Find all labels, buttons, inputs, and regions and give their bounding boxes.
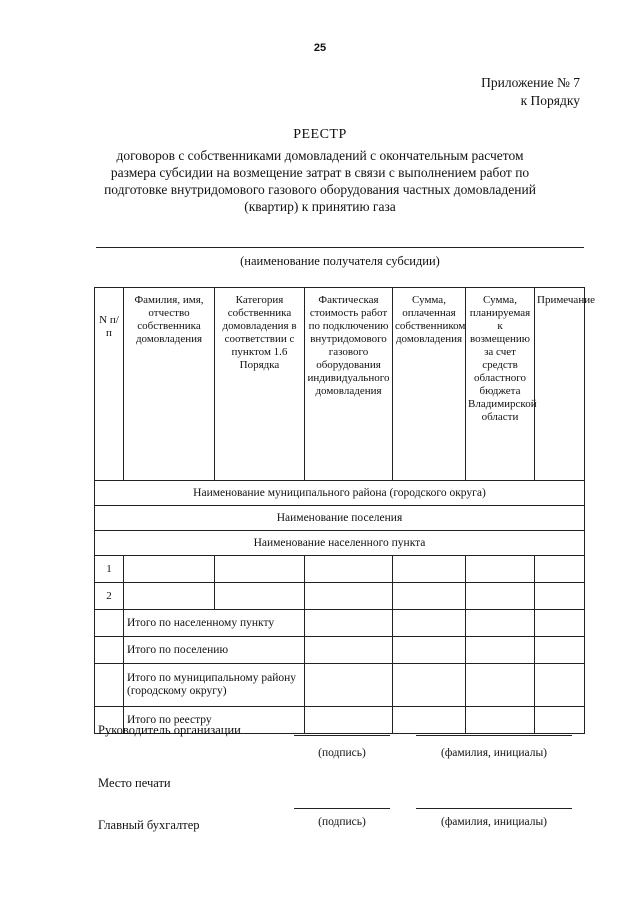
accountant-signature-caption: (подпись) — [318, 816, 366, 828]
recipient-name-line — [96, 247, 584, 248]
accountant-name-caption: (фамилия, инициалы) — [440, 816, 548, 828]
cell-note[interactable] — [535, 556, 585, 583]
header-paid-by-owner: Сумма, оплаченная собственником домовладения — [393, 288, 466, 481]
head-signature-caption: (подпись) — [318, 747, 366, 759]
head-name-caption: (фамилия, инициалы) — [440, 747, 548, 759]
total-row-settlement — [95, 637, 585, 664]
header-number: N п/п — [95, 288, 124, 481]
total-row-locality — [95, 610, 585, 637]
group-row-district — [95, 481, 585, 506]
appendix-note — [481, 74, 580, 110]
total-registry-label: Итого по реестру — [124, 707, 305, 734]
head-signature-line[interactable] — [294, 735, 390, 736]
appendix-line-2: к Порядку — [520, 93, 580, 108]
cell-planned-compensation[interactable] — [466, 583, 535, 610]
cell-paid-by-owner[interactable] — [393, 556, 466, 583]
chief-accountant-label: Главный бухгалтер — [98, 818, 200, 832]
accountant-name-line[interactable] — [416, 808, 572, 809]
table-header-row — [95, 288, 585, 481]
table-row — [95, 556, 585, 583]
cell-note[interactable] — [535, 583, 585, 610]
header-actual-cost: Фактическая стоимость работ по подключению внутридомового газового оборудования индивидуального домовладения — [305, 288, 393, 481]
row-number: 2 — [95, 583, 124, 610]
header-planned-compensation: Сумма, планируемая к возмещению за счет средств областного бюджета Владимирской области — [466, 288, 535, 481]
registry-table — [94, 287, 595, 734]
appendix-line-1: Приложение № 7 — [481, 75, 580, 90]
header-owner-category: Категория собственника домовладения в соответствии с пунктом 1.6 Порядка — [215, 288, 305, 481]
accountant-signature-line[interactable] — [294, 808, 390, 809]
cell-owner-name[interactable] — [124, 556, 215, 583]
header-note: Примечание — [535, 288, 585, 481]
cell-owner-category[interactable] — [215, 583, 305, 610]
total-district-label: Итого по муниципальному району (городскому округу) — [124, 664, 305, 707]
total-locality-label: Итого по населенному пункту — [124, 610, 305, 637]
table-row — [95, 583, 585, 610]
total-row-district — [95, 664, 585, 707]
stamp-place-label: Место печати — [98, 776, 171, 790]
document-subtitle: договоров с собственниками домовладений с окончательным расчетом размера субсидии на возмещение затрат в связи с выполнением работ по подготовке внутридомового газового оборудования частных домовладений (квартир) к принятию газа — [104, 148, 536, 214]
group-row-locality — [95, 531, 585, 556]
document-title: РЕЕСТР — [293, 127, 347, 142]
group-row-settlement — [95, 506, 585, 531]
head-name-line[interactable] — [416, 735, 572, 736]
cell-planned-compensation[interactable] — [466, 556, 535, 583]
group-settlement-label: Наименование поселения — [95, 506, 585, 531]
head-of-organization-label: Руководитель организации — [98, 723, 241, 737]
recipient-caption: (наименование получателя субсидии) — [240, 254, 440, 268]
row-number: 1 — [95, 556, 124, 583]
cell-actual-cost[interactable] — [305, 583, 393, 610]
group-locality-label: Наименование населенного пункта — [95, 531, 585, 556]
group-district-label: Наименование муниципального района (городского округа) — [95, 481, 585, 506]
cell-paid-by-owner[interactable] — [393, 583, 466, 610]
header-owner-name: Фамилия, имя, отчество собственника домовладения — [124, 288, 215, 481]
cell-owner-category[interactable] — [215, 556, 305, 583]
cell-actual-cost[interactable] — [305, 556, 393, 583]
total-settlement-label: Итого по поселению — [124, 637, 305, 664]
page-number: 25 — [313, 42, 327, 54]
cell-owner-name[interactable] — [124, 583, 215, 610]
